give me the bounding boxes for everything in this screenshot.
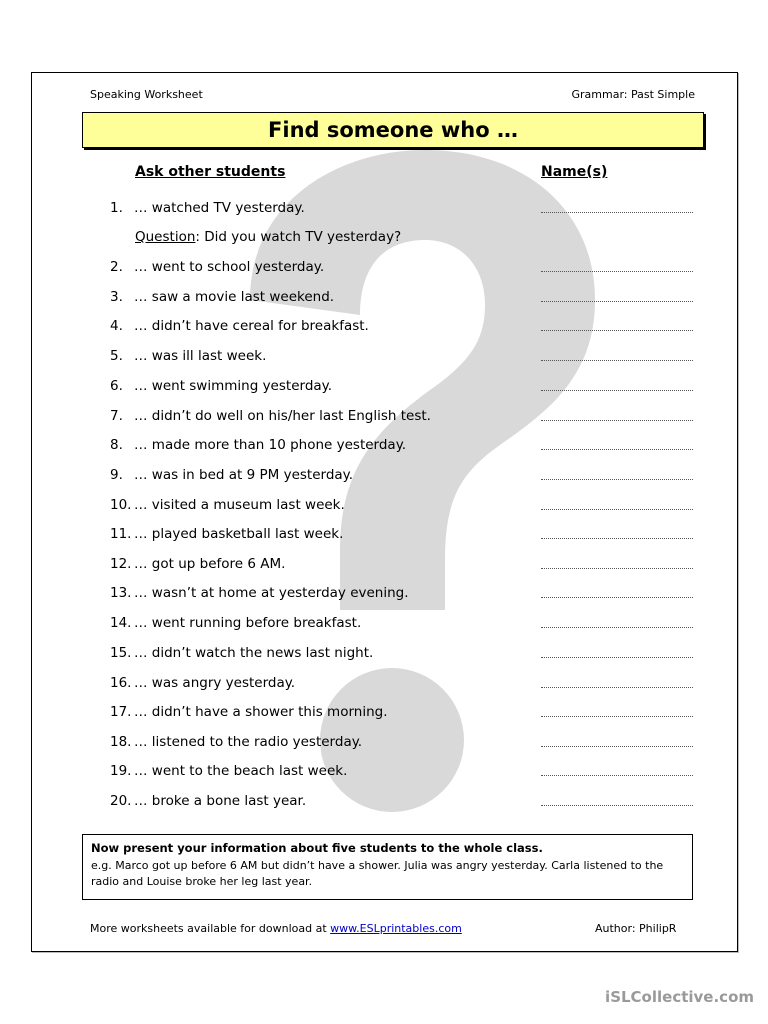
list-item — [0, 675, 768, 695]
item-text: … visited a museum last week. — [134, 497, 345, 513]
list-item — [0, 497, 768, 517]
name-answer-line[interactable] — [541, 271, 693, 272]
list-item — [0, 259, 768, 279]
name-answer-line[interactable] — [541, 360, 693, 361]
name-answer-line[interactable] — [541, 449, 693, 450]
item-text: … didn’t watch the news last night. — [134, 645, 374, 661]
item-text: … didn’t have cereal for breakfast. — [134, 318, 369, 334]
list-item — [0, 704, 768, 724]
item-number: 18. — [110, 734, 132, 750]
list-item — [0, 615, 768, 635]
item-number: 2. — [110, 259, 123, 275]
name-answer-line[interactable] — [541, 775, 693, 776]
site-brand-watermark: iSLCollective.com — [605, 988, 754, 1006]
item-number: 15. — [110, 645, 132, 661]
item-number: 1. — [110, 200, 123, 216]
item-text: … wasn’t at home at yesterday evening. — [134, 585, 409, 601]
item-text: … went running before breakfast. — [134, 615, 362, 631]
list-item — [0, 585, 768, 605]
list-item — [0, 645, 768, 665]
example-question — [135, 229, 401, 245]
item-text: … watched TV yesterday. — [134, 200, 305, 216]
list-item — [0, 289, 768, 309]
list-item — [0, 467, 768, 487]
item-number: 20. — [110, 793, 132, 809]
name-answer-line[interactable] — [541, 687, 693, 688]
footer-text: More worksheets available for download at — [90, 922, 331, 935]
column-heading-names: Name(s) — [541, 164, 608, 180]
footer-author: Author: PhilipR — [595, 922, 677, 935]
task-example: e.g. Marco got up before 6 AM but didn’t have a shower. Julia was angry yesterday. Carla listened to the radio and Louise broke her leg last year. — [91, 859, 664, 888]
name-answer-line[interactable] — [541, 212, 693, 213]
task-title: Now present your information about five students to the whole class. — [91, 841, 543, 855]
footer-note — [90, 922, 462, 935]
name-answer-line[interactable] — [541, 509, 693, 510]
name-answer-line[interactable] — [541, 568, 693, 569]
item-number: 3. — [110, 289, 123, 305]
item-text: … made more than 10 phone yesterday. — [134, 437, 407, 453]
name-answer-line[interactable] — [541, 420, 693, 421]
item-text: … went to the beach last week. — [134, 763, 348, 779]
name-answer-line[interactable] — [541, 805, 693, 806]
header-left-text: Speaking Worksheet — [90, 88, 203, 101]
footer-link[interactable]: www.ESLprintables.com — [330, 922, 462, 935]
list-item — [0, 526, 768, 546]
item-text: … got up before 6 AM. — [134, 556, 286, 572]
question-label: Question — [135, 229, 196, 245]
list-item — [0, 408, 768, 428]
item-number: 8. — [110, 437, 123, 453]
item-number: 19. — [110, 763, 132, 779]
list-item — [0, 763, 768, 783]
item-text: … didn’t do well on his/her last English test. — [134, 408, 431, 424]
item-number: 9. — [110, 467, 123, 483]
item-text: … saw a movie last weekend. — [134, 289, 335, 305]
name-answer-line[interactable] — [541, 597, 693, 598]
name-answer-line[interactable] — [541, 538, 693, 539]
task-box — [82, 834, 693, 900]
header-right-text: Grammar: Past Simple — [571, 88, 695, 101]
name-answer-line[interactable] — [541, 716, 693, 717]
item-number: 12. — [110, 556, 132, 572]
item-number: 5. — [110, 348, 123, 364]
item-text: … went swimming yesterday. — [134, 378, 333, 394]
item-number: 11. — [110, 526, 132, 542]
item-text: … played basketball last week. — [134, 526, 344, 542]
item-text: … was in bed at 9 PM yesterday. — [134, 467, 354, 483]
name-answer-line[interactable] — [541, 746, 693, 747]
list-item — [0, 437, 768, 457]
name-answer-line[interactable] — [541, 627, 693, 628]
item-text: … went to school yesterday. — [134, 259, 325, 275]
name-answer-line[interactable] — [541, 657, 693, 658]
item-number: 4. — [110, 318, 123, 334]
item-number: 16. — [110, 675, 132, 691]
name-answer-line[interactable] — [541, 479, 693, 480]
list-item — [0, 200, 768, 220]
item-text: … was ill last week. — [134, 348, 267, 364]
list-item — [0, 318, 768, 338]
item-number: 6. — [110, 378, 123, 394]
item-text: … didn’t have a shower this morning. — [134, 704, 388, 720]
list-item — [0, 734, 768, 754]
item-text: … listened to the radio yesterday. — [134, 734, 363, 750]
item-number: 14. — [110, 615, 132, 631]
item-text: … was angry yesterday. — [134, 675, 296, 691]
name-answer-line[interactable] — [541, 330, 693, 331]
item-number: 17. — [110, 704, 132, 720]
name-answer-line[interactable] — [541, 390, 693, 391]
name-answer-line[interactable] — [541, 301, 693, 302]
list-item — [0, 378, 768, 398]
item-number: 13. — [110, 585, 132, 601]
list-item — [0, 556, 768, 576]
column-heading-questions: Ask other students — [135, 164, 286, 180]
item-text: … broke a bone last year. — [134, 793, 307, 809]
item-number: 7. — [110, 408, 123, 424]
worksheet-title: Find someone who … — [82, 112, 704, 148]
list-item — [0, 793, 768, 813]
item-number: 10. — [110, 497, 132, 513]
question-text: : Did you watch TV yesterday? — [195, 229, 402, 245]
list-item — [0, 348, 768, 368]
